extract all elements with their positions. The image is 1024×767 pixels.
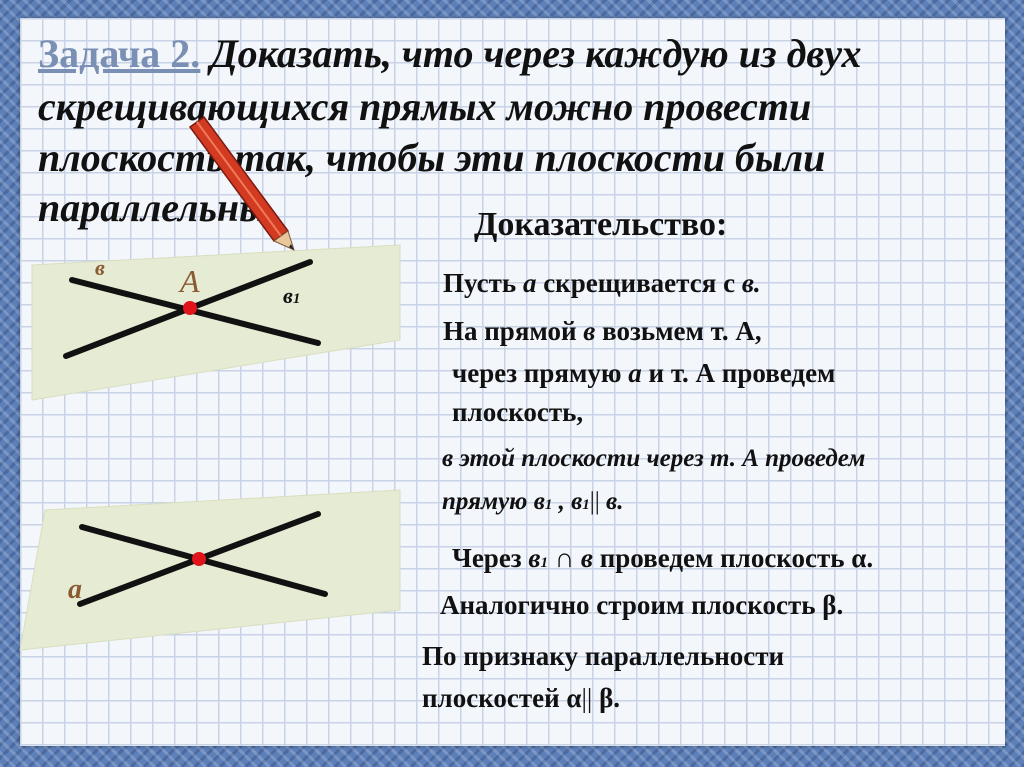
proof-step-4: плоскость, xyxy=(452,397,584,427)
task-title-line-3: плоскость так, чтобы эти плоскости были xyxy=(38,135,826,180)
proof-step-2: На прямой в возьмем т. А, xyxy=(443,316,762,346)
proof-step-9: По признаку параллельности xyxy=(422,641,785,671)
label-b1: в1 xyxy=(283,283,301,308)
point-a xyxy=(183,301,197,315)
proof-step-5: в этой плоскости через т. А проведем xyxy=(442,445,866,472)
task-title-text: Доказать, что через каждую из двух xyxy=(200,31,862,76)
upper-plane xyxy=(32,245,400,400)
proof-step-6: прямую в1 , в1|| в. xyxy=(442,488,624,515)
task-label: Задача 2. xyxy=(38,31,201,76)
proof-step-7: Через в1 ∩ в проведем плоскость α. xyxy=(452,543,874,573)
proof-step-1: Пусть а скрещивается с в. xyxy=(443,268,761,298)
proof-step-10: плоскостей α|| β. xyxy=(422,683,621,713)
proof-step-3: через прямую а и т. А проведем xyxy=(452,358,836,388)
label-b: в xyxy=(95,255,105,280)
point-lower xyxy=(192,552,206,566)
lower-plane xyxy=(20,490,400,650)
task-title-line-2: скрещивающихся прямых можно провести xyxy=(38,84,812,129)
proof-step-8: Аналогично строим плоскость β. xyxy=(440,590,844,620)
pencil-icon xyxy=(190,117,294,250)
proof-heading: Доказательство: xyxy=(474,206,728,243)
task-title-line-4: параллельны. xyxy=(38,185,277,230)
label-a: а xyxy=(68,574,82,605)
label-point-a: А xyxy=(180,263,200,299)
